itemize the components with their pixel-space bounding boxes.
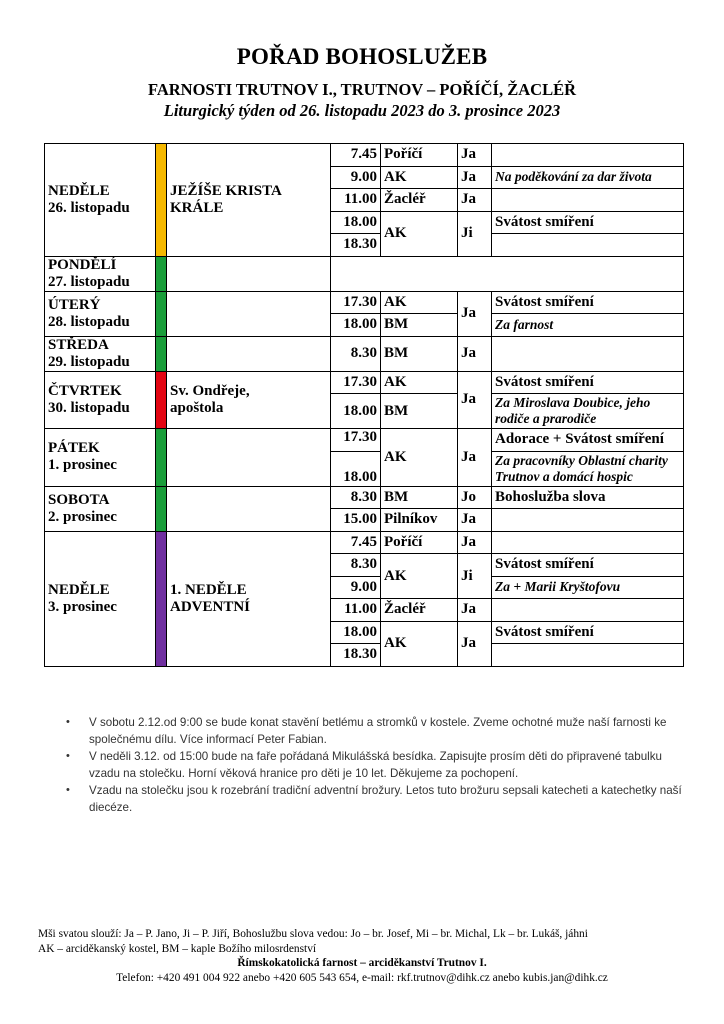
time-cell: 17.30 xyxy=(331,371,381,394)
note-cell xyxy=(492,644,684,667)
time-cell: 11.00 xyxy=(331,599,381,622)
footer-parish: Římskokatolická farnost – arciděkanství Trutnov I. xyxy=(237,957,487,969)
note-cell xyxy=(492,531,684,554)
time-cell: 18.00 xyxy=(331,314,381,337)
announcements-list xyxy=(66,714,690,816)
place-cell: Poříčí xyxy=(381,144,458,167)
place-cell: AK xyxy=(381,166,458,189)
note-cell xyxy=(492,189,684,212)
liturgical-color-strip xyxy=(156,291,167,336)
note-cell: Za Miroslava Doubice, jeho rodiče a prarodiče xyxy=(492,394,684,429)
day-cell: ČTVRTEK 30. listopadu xyxy=(45,371,156,429)
table-row xyxy=(45,144,684,167)
day-cell: ÚTERÝ 28. listopadu xyxy=(45,291,156,336)
footer-places: AK – arciděkanský kostel, BM – kaple Božího milosrdenství xyxy=(38,943,317,955)
place-cell: AK xyxy=(381,429,458,487)
liturgical-color-strip xyxy=(156,429,167,487)
note-cell: Svátost smíření xyxy=(492,291,684,314)
time-cell: 11.00 xyxy=(331,189,381,212)
day-cell: PÁTEK 1. prosinec xyxy=(45,429,156,487)
feast-cell xyxy=(167,291,331,336)
parish-subtitle: FARNOSTI TRUTNOV I., TRUTNOV – POŘÍČÍ, ŽACLÉŘ xyxy=(147,80,576,99)
liturgical-color-strip xyxy=(156,486,167,531)
note-cell: Svátost smíření xyxy=(492,554,684,577)
note-cell: Za farnost xyxy=(492,314,684,337)
feast-cell: 1. NEDĚLE ADVENTNÍ xyxy=(167,531,331,666)
time-cell: 18.00 xyxy=(331,394,381,429)
place-cell: Poříčí xyxy=(381,531,458,554)
priest-cell: Ja xyxy=(458,621,492,666)
place-cell: AK xyxy=(381,371,458,394)
time-cell: 8.30 xyxy=(331,336,381,371)
place-cell: AK xyxy=(381,211,458,256)
time-cell: 18.30 xyxy=(331,234,381,257)
place-cell: BM xyxy=(381,336,458,371)
feast-cell xyxy=(167,256,331,291)
priest-cell: Ja xyxy=(458,291,492,336)
time-cell: 9.00 xyxy=(331,576,381,599)
note-cell: Svátost smíření xyxy=(492,621,684,644)
time-cell: 18.00 xyxy=(331,451,381,486)
note-cell: Svátost smíření xyxy=(492,371,684,394)
note-cell: Na poděkování za dar života xyxy=(492,166,684,189)
day-cell: NEDĚLE 26. listopadu xyxy=(45,144,156,257)
note-cell: Za pracovníky Oblastní charity Trutnov a domácí hospic xyxy=(492,451,684,486)
day-cell: PONDĚLÍ 27. listopadu xyxy=(45,256,156,291)
priest-cell: Ja xyxy=(458,336,492,371)
priest-cell: Ja xyxy=(458,531,492,554)
footer-contact: Telefon: +420 491 004 922 anebo +420 605 543 654, e-mail: rkf.trutnov@dihk.cz anebo kubis.jan@dihk.cz xyxy=(116,972,608,984)
note-cell xyxy=(492,144,684,167)
liturgical-color-strip xyxy=(156,336,167,371)
note-cell xyxy=(492,234,684,257)
table-row xyxy=(45,531,684,554)
list-item: • V sobotu 2.12.od 9:00 se bude konat stavění betlému a stromků v kostele. Zveme ochotné muže naší farnosti ke společnému dílu. Více informací Peter Fabian. xyxy=(66,716,667,746)
time-cell: 17.30 xyxy=(331,429,381,452)
time-cell: 8.30 xyxy=(331,486,381,509)
priest-cell: Ji xyxy=(458,554,492,599)
feast-cell xyxy=(167,486,331,531)
table-row xyxy=(45,291,684,314)
schedule-table xyxy=(44,143,684,667)
bullet-icon: • xyxy=(66,750,70,762)
liturgical-color-strip xyxy=(156,256,167,291)
feast-cell xyxy=(167,336,331,371)
note-cell xyxy=(492,599,684,622)
time-cell: 17.30 xyxy=(331,291,381,314)
place-cell: Pilníkov xyxy=(381,509,458,532)
table-row xyxy=(45,486,684,509)
place-cell: AK xyxy=(381,621,458,666)
priest-cell: Ji xyxy=(458,211,492,256)
place-cell: BM xyxy=(381,486,458,509)
bullet-icon: • xyxy=(66,716,70,728)
feast-cell: JEŽÍŠE KRISTA KRÁLE xyxy=(167,144,331,257)
priest-cell: Ja xyxy=(458,509,492,532)
note-cell xyxy=(492,509,684,532)
priest-cell: Ja xyxy=(458,144,492,167)
time-cell: 9.00 xyxy=(331,166,381,189)
time-cell: 18.00 xyxy=(331,621,381,644)
footer-celebrants: Mši svatou slouží: Ja – P. Jano, Ji – P. Jiří, Bohoslužbu slova vedou: Jo – br. Josef, Mi – br. Michal, Lk – br. Lukáš, jáhni xyxy=(38,928,588,940)
time-cell: 7.45 xyxy=(331,531,381,554)
priest-cell: Jo xyxy=(458,486,492,509)
time-cell: 18.00 xyxy=(331,211,381,234)
note-cell: Bohoslužba slova xyxy=(492,486,684,509)
liturgical-color-strip xyxy=(156,144,167,257)
priest-cell: Ja xyxy=(458,429,492,487)
bullet-icon: • xyxy=(66,784,70,796)
time-cell: 7.45 xyxy=(331,144,381,167)
place-cell: Žacléř xyxy=(381,189,458,212)
place-cell: BM xyxy=(381,394,458,429)
note-cell: Adorace + Svátost smíření xyxy=(492,429,684,452)
list-item: • Vzadu na stolečku jsou k rozebrání tradiční adventní brožury. Letos tuto brožuru sepsali katecheti a katechetky naší diecéze. xyxy=(66,784,682,814)
place-cell: AK xyxy=(381,291,458,314)
note-cell: Za + Marii Kryštofovu xyxy=(492,576,684,599)
liturgical-color-strip xyxy=(156,371,167,429)
list-item: • V neděli 3.12. od 15:00 bude na faře pořádaná Mikulášská besídka. Zapisujte prosím děti do připravené tabulku vzadu na stolečku. Horní věková hranice pro děti je 10 let. Děkujeme za pochopení. xyxy=(66,750,662,780)
day-cell: SOBOTA 2. prosinec xyxy=(45,486,156,531)
note-cell: Svátost smíření xyxy=(492,211,684,234)
table-row xyxy=(45,371,684,394)
note-cell xyxy=(492,336,684,371)
time-cell: 8.30 xyxy=(331,554,381,577)
time-cell: 18.30 xyxy=(331,644,381,667)
place-cell: BM xyxy=(381,314,458,337)
place-cell: Žacléř xyxy=(381,599,458,622)
page-title: POŘAD BOHOSLUŽEB xyxy=(236,44,488,69)
priest-cell: Ja xyxy=(458,189,492,212)
liturgical-week: Liturgický týden od 26. listopadu 2023 do 3. prosince 2023 xyxy=(163,101,561,120)
place-cell: AK xyxy=(381,554,458,599)
liturgical-color-strip xyxy=(156,531,167,666)
day-cell: NEDĚLE 3. prosinec xyxy=(45,531,156,666)
feast-cell: Sv. Ondřeje, apoštola xyxy=(167,371,331,429)
table-row xyxy=(45,429,684,452)
priest-cell: Ja xyxy=(458,371,492,429)
time-cell: 15.00 xyxy=(331,509,381,532)
feast-cell xyxy=(167,429,331,487)
priest-cell: Ja xyxy=(458,599,492,622)
empty-schedule-cell xyxy=(331,256,684,291)
priest-cell: Ja xyxy=(458,166,492,189)
day-cell: STŘEDA 29. listopadu xyxy=(45,336,156,371)
